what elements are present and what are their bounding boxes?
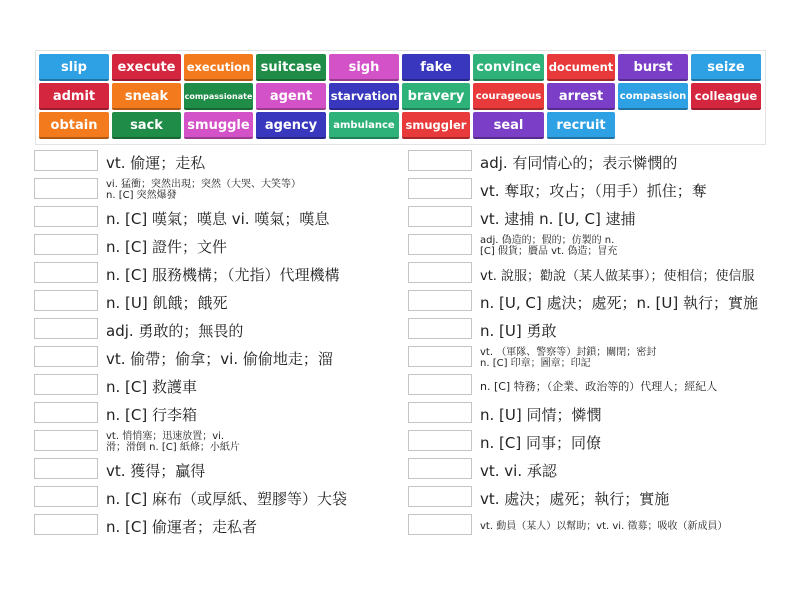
definition-text: vi. 猛衝；突然出現；突然（大哭、大笑等） n. [C] 突然爆發: [106, 179, 302, 201]
definition-text: vt. vi. 承認: [480, 461, 557, 480]
answer-drop-box[interactable]: [408, 346, 472, 367]
answer-drop-box[interactable]: [34, 290, 98, 311]
word-tile-smuggler[interactable]: smuggler: [402, 112, 470, 139]
answer-drop-box[interactable]: [408, 262, 472, 283]
definition-text: n. [C] 救護車: [106, 377, 197, 396]
definition-text: vt. 悄悄塞；迅速放置；vi. 滑；滑倒 n. [C] 紙條；小紙片: [106, 431, 240, 453]
answer-drop-box[interactable]: [408, 318, 472, 339]
answer-drop-box[interactable]: [408, 514, 472, 535]
word-tile-ambulance[interactable]: ambulance: [329, 112, 399, 139]
answer-drop-box[interactable]: [408, 430, 472, 451]
answer-drop-box[interactable]: [408, 150, 472, 171]
definition-text: vt. 處決；處死；執行；實施: [480, 489, 670, 508]
answer-drop-box[interactable]: [408, 486, 472, 507]
word-tile-seize[interactable]: seize: [691, 54, 761, 81]
answer-drop-box[interactable]: [34, 346, 98, 367]
word-tile-suitcase[interactable]: suitcase: [256, 54, 326, 81]
answer-drop-box[interactable]: [34, 206, 98, 227]
answer-drop-box[interactable]: [34, 262, 98, 283]
answer-drop-box[interactable]: [408, 234, 472, 255]
word-tile-execution[interactable]: execution: [184, 54, 253, 81]
definition-text: adj. 偽造的；假的；仿製的 n. [C] 假貨；贗品 vt. 偽造；冒充: [480, 235, 618, 257]
word-tile-burst[interactable]: burst: [618, 54, 688, 81]
definition-text: n. [U] 勇敢: [480, 321, 557, 340]
word-tile-seal[interactable]: seal: [473, 112, 544, 139]
definition-text: n. [C] 麻布（或厚紙、塑膠等）大袋: [106, 489, 347, 508]
word-tile-compassion[interactable]: compassion: [618, 83, 688, 110]
word-tile-agency[interactable]: agency: [256, 112, 326, 139]
definition-text: vt. （軍隊、警察等）封鎖；關閉；密封 n. [C] 印章；圖章；印記: [480, 347, 657, 369]
answer-drop-box[interactable]: [34, 430, 98, 451]
word-tile-starvation[interactable]: starvation: [329, 83, 399, 110]
answer-drop-box[interactable]: [408, 374, 472, 395]
answer-drop-box[interactable]: [408, 178, 472, 199]
definition-text: n. [C] 證件；文件: [106, 237, 227, 256]
answer-drop-box[interactable]: [34, 486, 98, 507]
definition-text: vt. 獲得；贏得: [106, 461, 206, 480]
definition-text: n. [C] 偷運者；走私者: [106, 517, 257, 536]
answer-drop-box[interactable]: [408, 290, 472, 311]
definition-text: adj. 勇敢的；無畏的: [106, 321, 244, 340]
definition-text: vt. 偷運；走私: [106, 153, 206, 172]
definition-text: adj. 有同情心的；表示憐憫的: [480, 153, 678, 172]
word-tile-bravery[interactable]: bravery: [402, 83, 470, 110]
word-tile-colleague[interactable]: colleague: [691, 83, 761, 110]
word-tile-sack[interactable]: sack: [112, 112, 181, 139]
definition-text: n. [U, C] 處決；處死；n. [U] 執行；實施: [480, 293, 758, 312]
word-tile-fake[interactable]: fake: [402, 54, 470, 81]
definition-text: vt. 說服；勸說（某人做某事）；使相信；使信服: [480, 268, 755, 284]
word-tile-execute[interactable]: execute: [112, 54, 181, 81]
word-tile-obtain[interactable]: obtain: [39, 112, 109, 139]
definition-text: n. [C] 同事；同僚: [480, 433, 601, 452]
definition-text: vt. 動員（某人）以幫助；vt. vi. 徵募；吸收（新成員）: [480, 520, 728, 532]
definition-text: n. [C] 服務機構；（尤指）代理機構: [106, 265, 340, 284]
answer-drop-box[interactable]: [34, 178, 98, 199]
answer-drop-box[interactable]: [408, 402, 472, 423]
word-tile-arrest[interactable]: arrest: [547, 83, 615, 110]
word-tile-smuggle[interactable]: smuggle: [184, 112, 253, 139]
definition-text: n. [C] 特務；（企業、政治等的）代理人；經紀人: [480, 380, 718, 393]
word-tile-sigh[interactable]: sigh: [329, 54, 399, 81]
word-tile-compassionate[interactable]: compassionate: [184, 83, 253, 110]
definition-text: n. [U] 同情；憐憫: [480, 405, 602, 424]
definition-text: vt. 逮捕 n. [U, C] 逮捕: [480, 209, 636, 228]
word-tile-slip[interactable]: slip: [39, 54, 109, 81]
answer-drop-box[interactable]: [34, 514, 98, 535]
word-tile-admit[interactable]: admit: [39, 83, 109, 110]
definition-text: n. [C] 行李箱: [106, 405, 197, 424]
answer-drop-box[interactable]: [34, 234, 98, 255]
definition-text: n. [U] 飢餓；餓死: [106, 293, 228, 312]
answer-drop-box[interactable]: [34, 150, 98, 171]
word-tile-sneak[interactable]: sneak: [112, 83, 181, 110]
answer-drop-box[interactable]: [34, 318, 98, 339]
answer-drop-box[interactable]: [34, 374, 98, 395]
answer-drop-box[interactable]: [408, 206, 472, 227]
definition-text: vt. 奪取；攻占；（用手）抓住；奪: [480, 181, 707, 200]
answer-drop-box[interactable]: [34, 402, 98, 423]
definition-text: vt. 偷帶；偷拿；vi. 偷偷地走；溜: [106, 349, 333, 368]
definition-text: n. [C] 嘆氣；嘆息 vi. 嘆氣；嘆息: [106, 209, 330, 228]
word-bank: [35, 50, 766, 145]
answer-drop-box[interactable]: [34, 458, 98, 479]
answer-drop-box[interactable]: [408, 458, 472, 479]
word-tile-agent[interactable]: agent: [256, 83, 326, 110]
word-tile-recruit[interactable]: recruit: [547, 112, 615, 139]
word-tile-convince[interactable]: convince: [473, 54, 544, 81]
word-tile-document[interactable]: document: [547, 54, 615, 81]
word-tile-courageous[interactable]: courageous: [473, 83, 544, 110]
